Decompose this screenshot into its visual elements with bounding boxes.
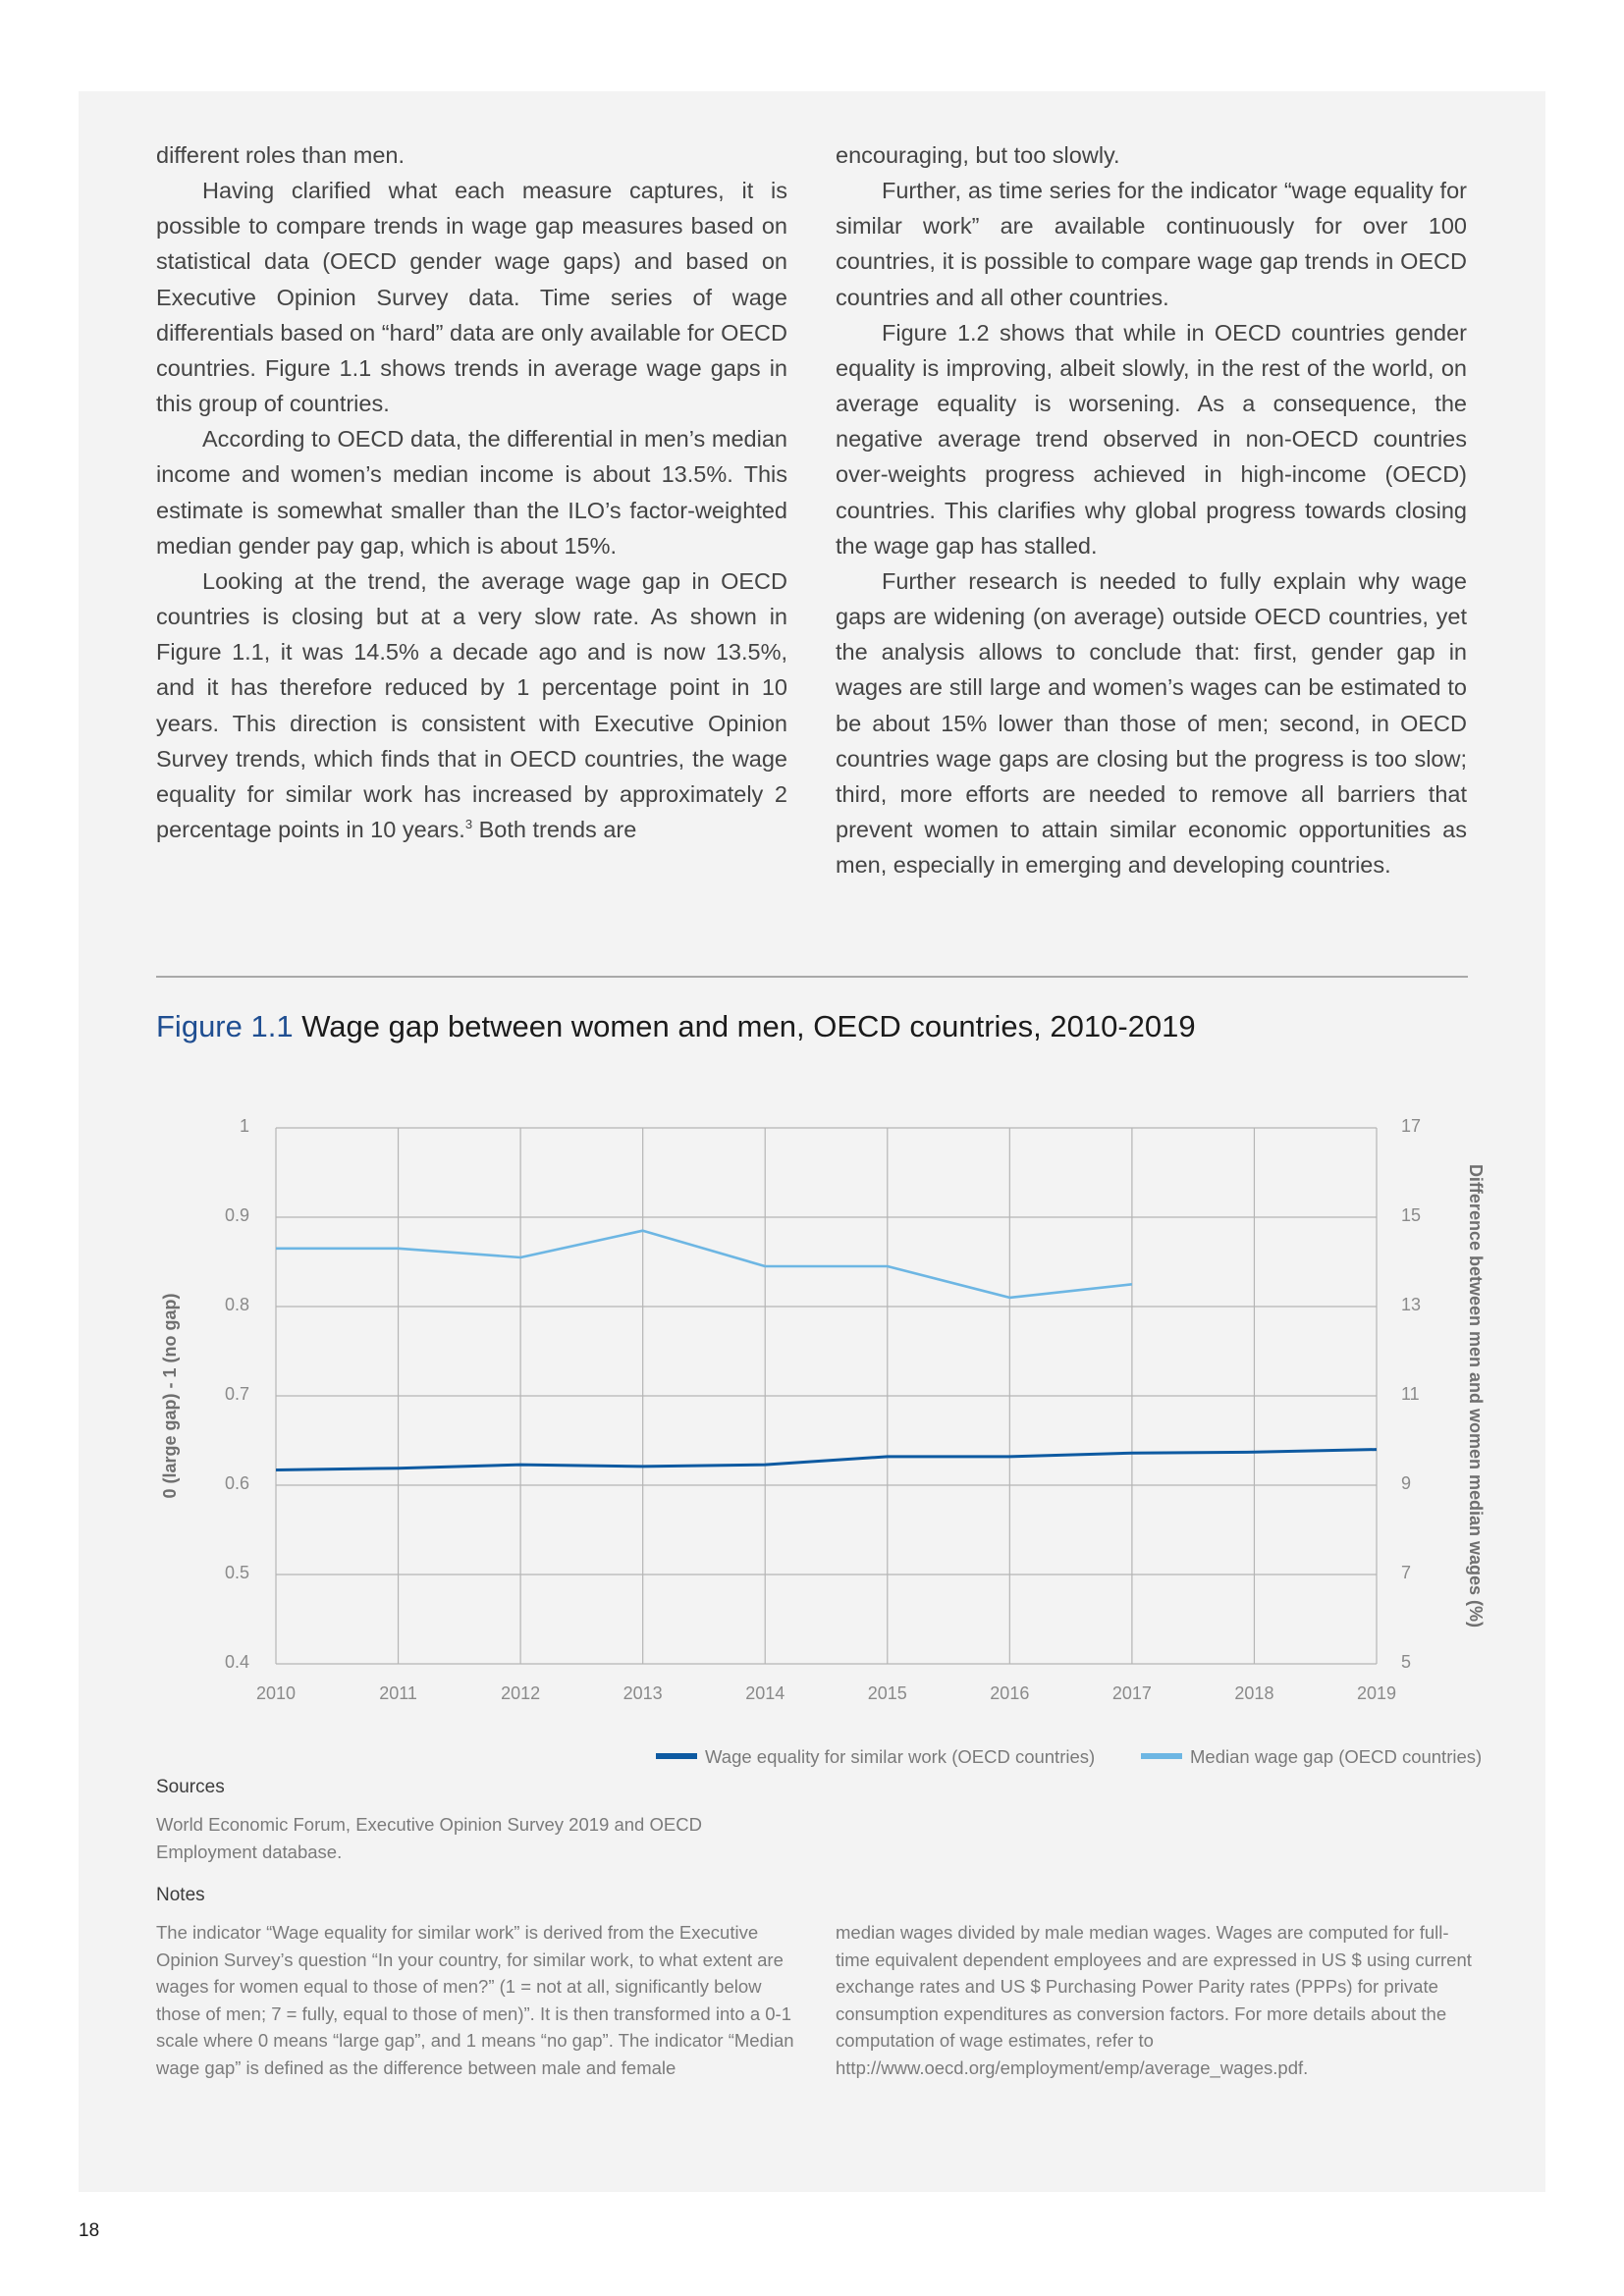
y2-tick-label: 7 [1401,1562,1412,1582]
y-tick-label: 0.4 [224,1651,249,1672]
notes-heading: Notes [156,1885,205,1905]
chart-legend [656,1746,1482,1767]
x-tick-label: 2010 [255,1683,297,1703]
x-tick-label: 2016 [990,1683,1030,1703]
series-line-2 [276,1231,1132,1298]
paragraph: Further research is needed to fully explain why wage gaps are widening (on average) outside OECD countries, yet the analysis allows to conclude that: first, gender gap in wages are still large and women’s wages can be estimated to be about 15% lower than those of men; second, in OECD countries wage gaps are closing but the progress is too slow; third, more efforts are needed to remove all barriers that prevent women to attain similar economic opportunities as men, especially in emerging and developing countries. [836,567,1467,879]
series-line-1 [276,1450,1377,1470]
y-tick-label: 0.8 [224,1294,249,1314]
y-tick-label: 0.9 [224,1204,249,1225]
paragraph: Having clarified what each measure captures, it is possible to compare trends in wage gap measures based on statistical data (OECD gender wage gaps) and based on Executive Opinion Survey data. Time series of wage differentials based on “hard” data are only available for OECD countries. Figure 1.1 shows trends in average wage gaps in this group of countries. [156,178,787,417]
sources-heading: Sources [156,1777,225,1797]
y2-axis-title: Difference between men and women median wages (%) [1466,1163,1486,1629]
y-tick-label: 0.6 [224,1472,249,1493]
paragraph: According to OECD data, the differential in men’s median income and women’s median income is about 13.5%. This estimate is somewhat smaller than the ILO’s factor-weighted median gender pay gap, which is about 15%. [156,426,787,559]
paragraph: different roles than men. [156,142,405,168]
x-tick-label: 2018 [1234,1683,1274,1703]
y2-tick-label: 9 [1401,1472,1412,1493]
notes-text: median wages divided by male median wages. Wages are computed for full-time equivalent dependent employees and are expressed in US $ using current exchange rates and US $ Purchasing Power Parity rates (PPPs) for private consumption expenditures as conversion factors. For more details about the computation of wage estimates, refer to http://www.oecd.org/employment/emp/average_wages.pdf. [836,1922,1472,2078]
legend-label: Wage equality for similar work (OECD countries) [705,1746,1096,1767]
notes-text: The indicator “Wage equality for similar work” is derived from the Executive Opinion Survey’s question “In your country, for similar work, to what extent are wages for women equal to those of men?” (1 = not at all, significantly below those of men; 7 = fully, equal to those of men)”. It is then transformed into a 0-1 scale where 0 means “large gap”, and 1 means “no gap”. The indicator “Median wage gap” is defined as the difference between male and female [156,1922,794,2078]
x-tick-label: 2012 [501,1683,541,1703]
y2-tick-label: 5 [1401,1651,1412,1672]
paragraph: Further, as time series for the indicator “wage equality for similar work” are available continuously for over 100 countries, it is possible to compare wage gap trends in OECD countries and all other countries. [836,178,1467,310]
figure-number: Figure 1.1 [156,1009,294,1043]
x-tick-label: 2019 [1356,1683,1397,1703]
x-tick-label: 2011 [379,1683,417,1703]
y-tick-label: 0.7 [224,1383,249,1404]
y-tick-label: 1 [239,1115,249,1136]
footnote-marker: 3 [464,817,473,832]
figure-caption: Wage gap between women and men, OECD countries, 2010-2019 [301,1009,1196,1043]
y-tick-label: 0.5 [224,1562,249,1582]
y2-tick-label: 15 [1401,1204,1422,1225]
page-number: 18 [79,2220,100,2241]
notes-column-left [156,1919,802,2081]
paragraph: Figure 1.2 shows that while in OECD countries gender equality is improving, albeit slowly, in the rest of the world, on average equality is worsening. As a consequence, the negative average trend observed in non-OECD countries over-weights progress achieved in high-income (OECD) countries. This clarifies why global progress towards closing the wage gap has stalled. [836,319,1467,559]
legend-swatch [656,1753,697,1759]
y2-tick-label: 11 [1401,1383,1420,1404]
paragraph: encouraging, but too slowly. [836,142,1120,168]
y-axis-title: 0 (large gap) - 1 (no gap) [160,1293,180,1499]
chart-labels [160,1116,1486,1703]
x-tick-label: 2017 [1111,1683,1152,1703]
notes-column-right [836,1919,1482,2081]
legend-label: Median wage gap (OECD countries) [1190,1746,1483,1767]
paragraph-text: Both trends are [472,816,637,842]
y2-tick-label: 13 [1401,1294,1422,1314]
x-tick-label: 2013 [623,1683,663,1703]
y2-tick-label: 17 [1401,1115,1422,1136]
sources-text: World Economic Forum, Executive Opinion Survey 2019 and OECD Employment database. [156,1814,702,1862]
x-tick-label: 2014 [745,1683,785,1703]
x-tick-label: 2015 [867,1683,907,1703]
chart-series [276,1231,1377,1470]
paragraph-text: Looking at the trend, the average wage gap in OECD countries is closing but at a very slow rate. As shown in Figure 1.1, it was 14.5% a decade ago and is now 13.5%, and it has therefore reduced by 1 percentage point in 10 years. This direction is consistent with Executive Opinion Survey trends, which finds that in OECD countries, the wage equality for similar work has increased by approximately 2 percentage points in 10 years. [156,567,787,842]
chart-grid [276,1128,1377,1664]
legend-swatch [1141,1753,1182,1759]
